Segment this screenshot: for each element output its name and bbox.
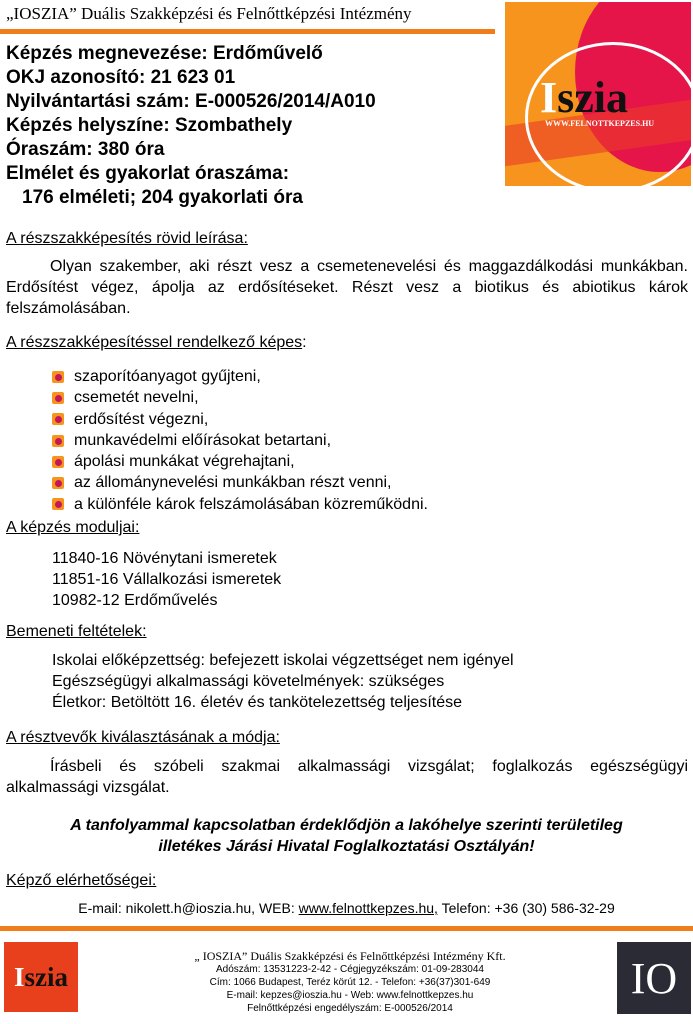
- modules-list: 11840-16 Növénytani ismeretek 11851-16 Vállalkozási ismeretek 10982-12 Erdőművelés: [52, 550, 282, 609]
- bullet-icon: [52, 435, 64, 447]
- bullet-icon: [52, 456, 64, 468]
- bullet-icon: [52, 392, 64, 404]
- contact-line: E-mail: nikolett.h@ioszia.hu, WEB: www.felnottkepzes.hu, Telefon: +36 (30) 586-32-29: [78, 900, 615, 916]
- ioszia-logo: Iszia WWW.FELNOTTKEPZES.HU: [505, 2, 691, 186]
- selection-heading: A résztvevők kiválasztásának a módja:: [6, 729, 280, 746]
- selection-text: Írásbeli és szóbeli szakmai alkalmassági vizsgálat; foglalkozás egészségügyi alkalmassági vizsgálat.: [6, 758, 688, 796]
- entry-heading: Bemeneti feltételek:: [6, 623, 147, 640]
- desc-heading: A részszakképesítés rövid leírása:: [6, 230, 248, 247]
- header-title: „IOSZIA” Duális Szakképzési és Felnőttképzési Intézmény: [6, 4, 412, 23]
- bullet-icon: [52, 498, 64, 510]
- list-item: szaporítóanyagot gyűjteni,: [52, 366, 428, 387]
- bullet-icon: [52, 477, 64, 489]
- website-link[interactable]: www.felnottkepzes.hu,: [298, 900, 438, 916]
- list-item: csemetét nevelni,: [52, 387, 428, 408]
- list-item: munkavédelmi előírásokat betartani,: [52, 430, 428, 451]
- bullet-icon: [52, 371, 64, 383]
- list-item: ápolási munkákat végrehajtani,: [52, 451, 428, 472]
- contact-heading: Képző elérhetőségei:: [6, 872, 157, 889]
- skills-list: [52, 366, 428, 515]
- call-to-action: A tanfolyammal kapcsolatban érdeklődjön a lakóhelye szerinti területileg illetékes Járási Hivatal Foglalkoztatási Osztályán!: [70, 817, 623, 855]
- footer-ioszia-logo: I szia: [4, 942, 78, 1012]
- course-info: Képzés megnevezése: Erdőművelő OKJ azonosító: 21 623 01 Nyilvántartási szám: E-000526/2014/A010 Képzés helyszíne: Szombathely Óraszám: 380 óra Elmélet és gyakorlat óraszáma: 176 elméleti; 204 gyakorlati óra: [6, 43, 376, 208]
- skills-heading: A részszakképesítéssel rendelkező képes:: [6, 334, 307, 351]
- list-item: az állománynevelési munkákban részt venni,: [52, 472, 428, 493]
- footer-divider: [0, 926, 693, 931]
- entry-list: Iskolai előképzettség: befejezett iskolai végzettséget nem igényel Egészségügyi alkalmassági követelmények: szükséges Életkor: Betöltött 16. életév és tankötelezettség teljesítése: [52, 652, 514, 711]
- footer-text: „ IOSZIA” Duális Szakképzési és Felnőttképzési Intézmény Kft. Adószám: 13531223-2-42 - Cégjegyzékszám: 01-09-283044 Cím: 1066 Budapest, Teréz körút 12. - Telefon: +36(37)301-649 E-mail: kepzes@ioszia.hu - Web: www.felnottkepzes.hu Felnőttképzési engedélyszám: E-000526/2014: [194, 949, 506, 1014]
- desc-text: Olyan szakember, aki részt vesz a csemetenevelési és maggazdálkodási munkákban. Erdősítést végez, ápolja az erdősítéseket. Részt vesz a biotikus és abiotikus károk felszámolásában.: [6, 258, 688, 317]
- list-item: a különféle károk felszámolásában közreműködni.: [52, 494, 428, 515]
- footer-io-logo: IO: [617, 942, 691, 1014]
- modules-heading: A képzés moduljai:: [6, 519, 140, 536]
- list-item: erdősítést végezni,: [52, 409, 428, 430]
- header-divider: [0, 29, 495, 34]
- bullet-icon: [52, 413, 64, 425]
